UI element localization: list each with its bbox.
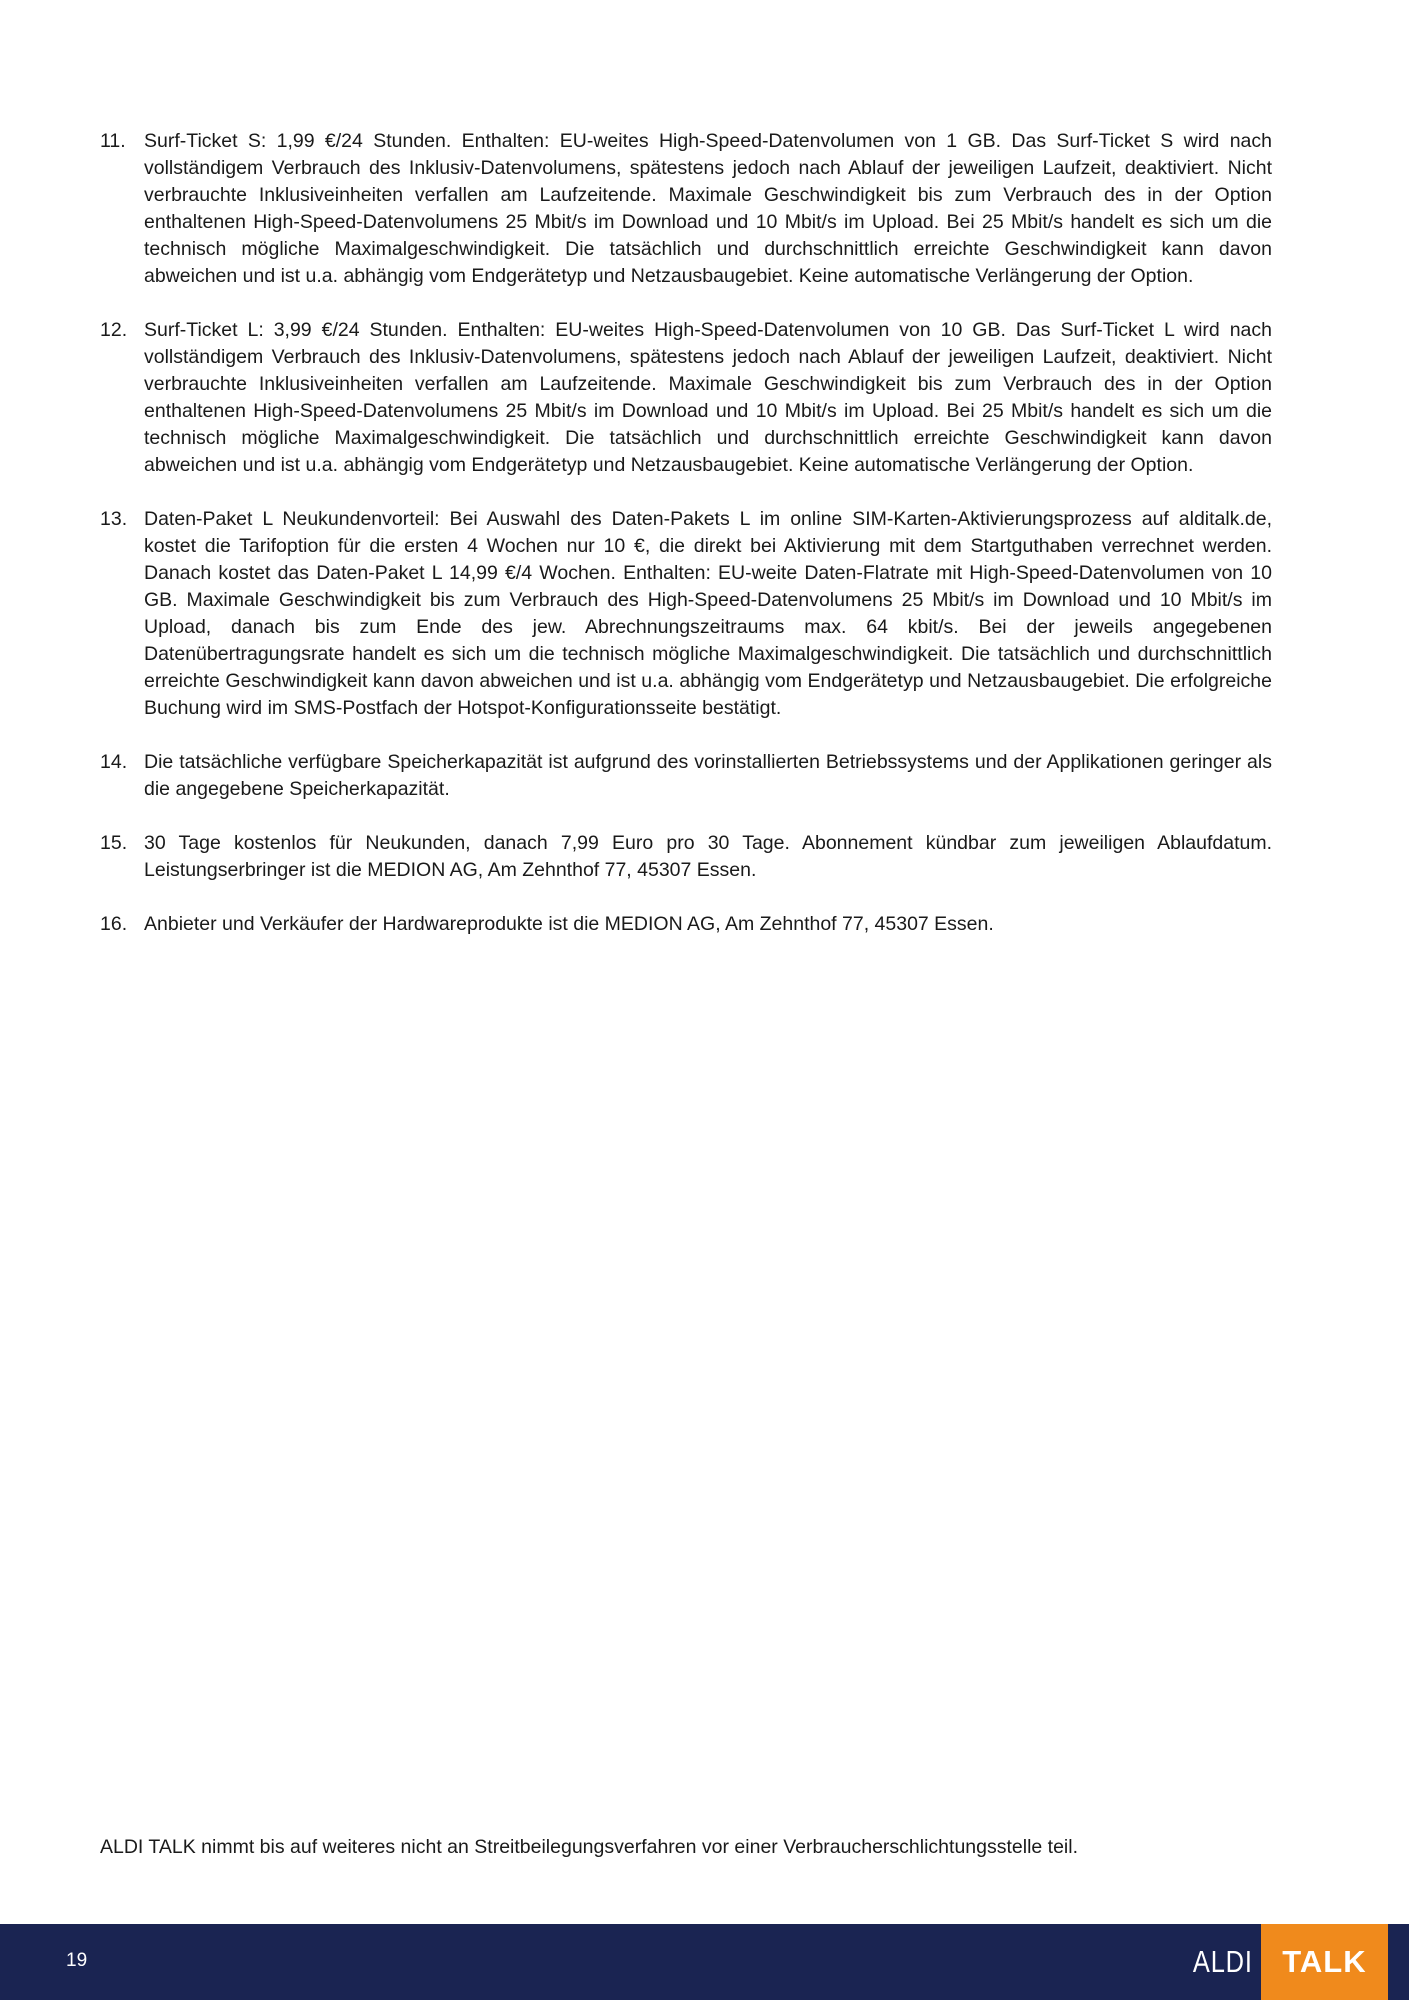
footnote-list [100, 128, 1272, 965]
footnote-item [100, 911, 1272, 938]
aldi-talk-logo [1178, 1924, 1388, 2000]
footnote-item [100, 749, 1272, 803]
dispute-resolution-disclaimer: ALDI TALK nimmt bis auf weiteres nicht an Streitbeilegungsverfahren vor einer Verbraucherschlichtungsstelle teil. [100, 1836, 1079, 1858]
footnote-item [100, 830, 1272, 884]
footnote-text: Surf-Ticket L: 3,99 €/24 Stunden. Enthalten: EU-weites High-Speed-Datenvolumen von 10 GB. Das Surf-Ticket L wird nach vollständigem Verbrauch des Inklusiv-Datenvolumens, spätestens jedoch nach Ablauf der jeweiligen Laufzeit, deaktiviert. Nicht verbrauchte Inklusiveinheiten verfallen am Laufzeitende. Maximale Geschwindigkeit bis zum Verbrauch des in der Option enthaltenen High-Speed-Datenvolumens 25 Mbit/s im Download und 10 Mbit/s im Upload. Bei 25 Mbit/s handelt es sich um die technisch mögliche Maximalgeschwindigkeit. Die tatsächlich und durchschnittlich erreichte Geschwindigkeit kann davon abweichen und ist u.a. abhängig vom Endgerätetyp und Netzausbaugebiet. Keine automatische Verlängerung der Option. [144, 319, 1272, 476]
footnote-item [100, 506, 1272, 722]
footnote-text: Daten-Paket L Neukundenvorteil: Bei Auswahl des Daten-Pakets L im online SIM-Karten-Aktivierungsprozess auf alditalk.de, kostet die Tarifoption für die ersten 4 Wochen nur 10 €, die direkt bei Aktivierung mit dem Startguthaben verrechnet werden. Danach kostet das Daten-Paket L 14,99 €/4 Wochen. Enthalten: EU-weite Daten-Flatrate mit High-Speed-Datenvolumen von 10 GB. Maximale Geschwindigkeit bis zum Verbrauch des High-Speed-Datenvolumens 25 Mbit/s im Download und 10 Mbit/s im Upload, danach bis zum Ende des jew. Abrechnungszeitraums max. 64 kbit/s. Bei der jeweils angegebenen Datenübertragungsrate handelt es sich um die technisch mögliche Maximalgeschwindigkeit. Die tatsächlich und durchschnittlich erreichte Geschwindigkeit kann davon abweichen und ist u.a. abhängig vom Endgerätetyp und Netzausbaugebiet. Die erfolgreiche Buchung wird im SMS-Postfach der Hotspot-Konfigurationsseite bestätigt. [144, 508, 1272, 719]
footnote-number: 12. [100, 319, 128, 341]
footnote-number: 15. [100, 832, 128, 854]
footnote-number: 11. [100, 130, 126, 152]
logo-talk-text: TALK [1261, 1924, 1388, 2000]
footnote-item [100, 317, 1272, 479]
footnote-text: Die tatsächliche verfügbare Speicherkapazität ist aufgrund des vorinstallierten Betriebssystems und der Applikationen geringer als die angegebene Speicherkapazität. [144, 751, 1272, 800]
footnote-number: 16. [100, 913, 128, 935]
footnote-number: 13. [100, 508, 128, 530]
footnote-item [100, 128, 1272, 290]
logo-aldi-text: ALDI [1192, 1944, 1253, 1979]
footnote-number: 14. [100, 751, 128, 773]
footnote-text: 30 Tage kostenlos für Neukunden, danach 7,99 Euro pro 30 Tage. Abonnement kündbar zum jeweiligen Ablaufdatum. Leistungserbringer ist die MEDION AG, Am Zehnthof 77, 45307 Essen. [144, 832, 1272, 881]
page-number: 19 [66, 1950, 88, 1971]
footnote-text: Anbieter und Verkäufer der Hardwareprodukte ist die MEDION AG, Am Zehnthof 77, 45307 Essen. [144, 913, 994, 935]
footnote-text: Surf-Ticket S: 1,99 €/24 Stunden. Enthalten: EU-weites High-Speed-Datenvolumen von 1 GB. Das Surf-Ticket S wird nach vollständigem Verbrauch des Inklusiv-Datenvolumens, spätestens jedoch nach Ablauf der jeweiligen Laufzeit, deaktiviert. Nicht verbrauchte Inklusiveinheiten verfallen am Laufzeitende. Maximale Geschwindigkeit bis zum Verbrauch des in der Option enthaltenen High-Speed-Datenvolumens 25 Mbit/s im Download und 10 Mbit/s im Upload. Bei 25 Mbit/s handelt es sich um die technisch mögliche Maximalgeschwindigkeit. Die tatsächlich und durchschnittlich erreichte Geschwindigkeit kann davon abweichen und ist u.a. abhängig vom Endgerätetyp und Netzausbaugebiet. Keine automatische Verlängerung der Option. [144, 130, 1272, 287]
